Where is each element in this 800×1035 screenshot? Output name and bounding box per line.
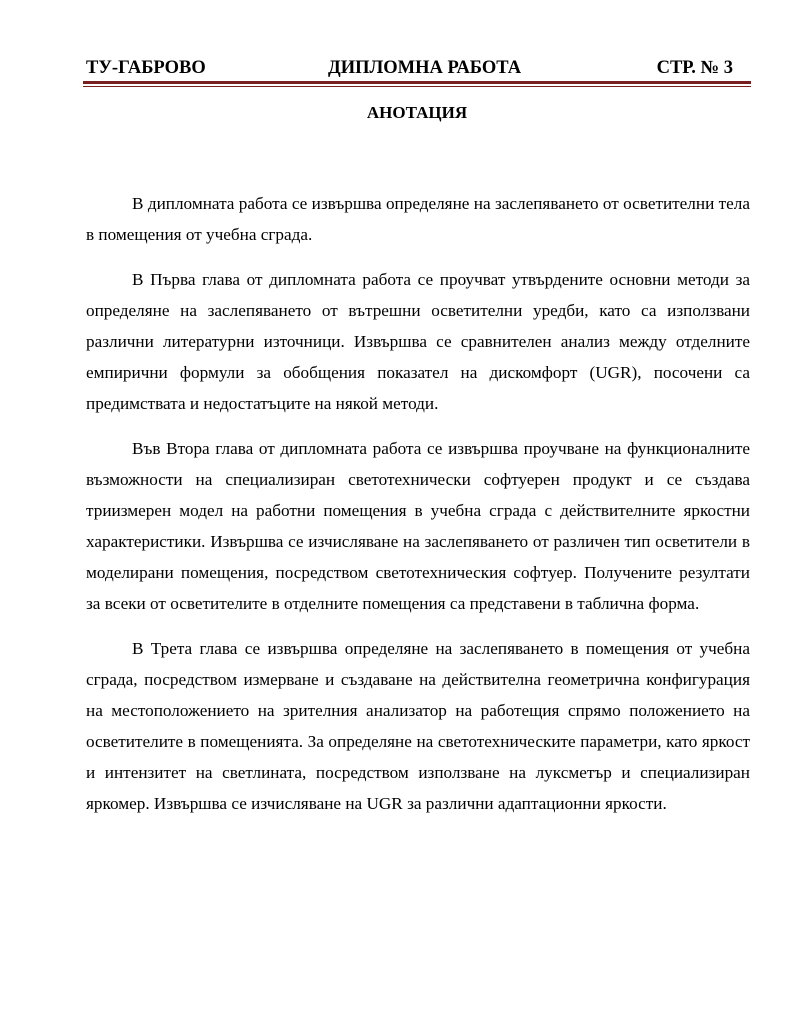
abstract-body: [86, 188, 750, 833]
header-institution: ТУ-ГАБРОВО: [86, 58, 206, 78]
paragraph-intro: В дипломната работа се извършва определяне на заслепяването от осветителни тела в помещения от учебна сграда.: [86, 194, 750, 244]
header-document-type: ДИПЛОМНА РАБОТА: [328, 58, 522, 78]
paragraph-chapter-3: В Трета глава се извършва определяне на заслепяването в помещения от учебна сграда, посредством измерване и създаване на действителна геометрична конфигурация на местоположението на зрителния анализатор на работещия спрямо положението на осветителите в помещенията. За определяне на светотехническите параметри, като яркост и интензитет на светлината, посредством използване на луксметър и специализиран яркомер. Извършва се изчисляване на UGR за различни адаптационни яркости.: [86, 639, 750, 813]
paragraph-chapter-2: Във Втора глава от дипломната работа се извършва проучване на функционалните възможности на специализиран светотехнически софтуерен продукт и се създава триизмерен модел на работни помещения в учебна сграда с действителните яркостни характеристики. Извършва се изчисляване на заслепяването от различен тип осветители в моделирани помещения, посредством светотехническия софтуер. Получените резултати за всеки от осветителите в отделните помещения са представени в таблична форма.: [86, 439, 750, 613]
header-rule-thick: [83, 81, 751, 84]
page-header: [86, 56, 750, 80]
section-title: АНОТАЦИЯ: [366, 103, 468, 122]
header-rule-thin: [83, 86, 751, 87]
header-page-number: СТР. № 3: [656, 58, 733, 78]
paragraph-chapter-1: В Първа глава от дипломната работа се проучват утвърдените основни методи за определяне на заслепяването от вътрешни осветителни уредби, като са използвани различни литературни източници. Извършва се сравнителен анализ между отделните емпирични формули за обобщения показател на дискомфорт (UGR), посочени са предимствата и недостатъците на някой методи.: [86, 270, 750, 413]
